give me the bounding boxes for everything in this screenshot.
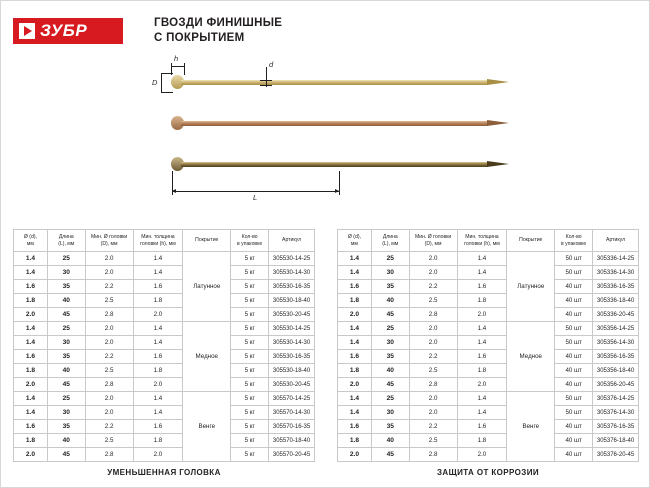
- column-header: Кол-во в упаковке: [555, 230, 593, 252]
- coating-cell: Венге: [507, 392, 555, 462]
- table-cell: 30: [47, 336, 85, 350]
- table-cell: 1.4: [14, 322, 48, 336]
- table-cell: 40: [47, 364, 85, 378]
- table-cell: 1.8: [457, 294, 507, 308]
- table-row: [14, 378, 315, 392]
- quantity-cell: 5 кг: [231, 280, 269, 294]
- table-row: [14, 322, 315, 336]
- table-cell: 1.6: [133, 350, 183, 364]
- column-header: Ø (d), мм: [338, 230, 372, 252]
- article-cell: 305570-14-25: [269, 392, 315, 406]
- article-cell: 305570-16-35: [269, 420, 315, 434]
- quantity-cell: 40 шт: [555, 350, 593, 364]
- table-cell: 1.8: [14, 434, 48, 448]
- table-cell: 25: [47, 252, 85, 266]
- column-header: Кол-во в упаковке: [231, 230, 269, 252]
- quantity-cell: 5 кг: [231, 392, 269, 406]
- table-cell: 1.8: [457, 364, 507, 378]
- table-cell: 1.8: [133, 364, 183, 378]
- quantity-cell: 40 шт: [555, 378, 593, 392]
- quantity-cell: 5 кг: [231, 364, 269, 378]
- table-cell: 25: [371, 252, 409, 266]
- table-cell: 2.0: [409, 336, 457, 350]
- table-cell: 1.6: [338, 420, 372, 434]
- article-cell: 305356-18-40: [593, 364, 639, 378]
- column-header: Покрытие: [183, 230, 231, 252]
- article-cell: 305336-14-30: [593, 266, 639, 280]
- quantity-cell: 5 кг: [231, 420, 269, 434]
- table-cell: 40: [371, 434, 409, 448]
- article-cell: 305530-20-45: [269, 308, 315, 322]
- article-cell: 305530-18-40: [269, 294, 315, 308]
- quantity-cell: 5 кг: [231, 406, 269, 420]
- article-cell: 305336-14-25: [593, 252, 639, 266]
- table-cell: 2.5: [85, 434, 133, 448]
- table-cell: 2.0: [85, 252, 133, 266]
- table-row: [338, 420, 639, 434]
- table-cell: 2.8: [409, 378, 457, 392]
- coating-cell: Венге: [183, 392, 231, 462]
- dim-L-arrow-left: [172, 189, 176, 193]
- table-cell: 30: [371, 266, 409, 280]
- table-cell: 2.0: [409, 392, 457, 406]
- table-cell: 1.4: [133, 406, 183, 420]
- table-cell: 30: [371, 406, 409, 420]
- nail-tip: [487, 79, 509, 85]
- dim-d-label: d: [269, 60, 274, 69]
- article-cell: 305376-20-45: [593, 448, 639, 462]
- table-row: [14, 392, 315, 406]
- table-cell: 45: [371, 448, 409, 462]
- article-cell: 305530-14-30: [269, 336, 315, 350]
- table-cell: 1.4: [133, 266, 183, 280]
- brand-logo: [13, 18, 123, 44]
- table-cell: 30: [47, 266, 85, 280]
- table-cell: 40: [371, 364, 409, 378]
- table-cell: 1.8: [133, 434, 183, 448]
- column-header: Мин. Ø головки (D), мм: [85, 230, 133, 252]
- table-cell: 1.6: [14, 420, 48, 434]
- quantity-cell: 5 кг: [231, 350, 269, 364]
- dim-h-label: h: [174, 54, 179, 63]
- article-cell: 305570-20-45: [269, 448, 315, 462]
- table-row: [338, 364, 639, 378]
- table-cell: 1.4: [133, 252, 183, 266]
- dim-d-tick-bottom: [260, 85, 272, 86]
- table-cell: 1.4: [14, 252, 48, 266]
- table-row: [14, 350, 315, 364]
- article-cell: 305530-20-45: [269, 378, 315, 392]
- table-cell: 35: [371, 280, 409, 294]
- table-row: [338, 406, 639, 420]
- table-cell: 2.8: [85, 448, 133, 462]
- nail-shank: [181, 121, 488, 126]
- table-cell: 2.0: [409, 406, 457, 420]
- dim-D-line: [161, 73, 162, 93]
- table-cell: 2.0: [409, 266, 457, 280]
- table-row: [338, 266, 639, 280]
- table-cell: 40: [47, 434, 85, 448]
- table-row: [338, 252, 639, 266]
- table-cell: 1.4: [14, 392, 48, 406]
- dim-h-tick-left: [171, 63, 172, 75]
- quantity-cell: 50 шт: [555, 252, 593, 266]
- table-row: [338, 448, 639, 462]
- quantity-cell: 50 шт: [555, 322, 593, 336]
- table-cell: 1.4: [457, 266, 507, 280]
- table-cell: 1.6: [457, 280, 507, 294]
- dim-L-tick-right: [339, 171, 340, 195]
- table-cell: 2.0: [14, 308, 48, 322]
- table-cell: 2.0: [85, 266, 133, 280]
- table-cell: 1.8: [14, 364, 48, 378]
- article-cell: 305570-18-40: [269, 434, 315, 448]
- dim-D-label: D: [152, 78, 158, 87]
- table-cell: 2.0: [338, 308, 372, 322]
- quantity-cell: 40 шт: [555, 434, 593, 448]
- page-title: [154, 16, 282, 46]
- column-header: Покрытие: [507, 230, 555, 252]
- table-cell: 35: [47, 280, 85, 294]
- table-cell: 2.0: [133, 378, 183, 392]
- table-cell: 1.4: [338, 252, 372, 266]
- table-cell: 45: [371, 308, 409, 322]
- table-row: [14, 252, 315, 266]
- article-cell: 305530-14-25: [269, 322, 315, 336]
- table-cell: 2.0: [133, 308, 183, 322]
- quantity-cell: 40 шт: [555, 280, 593, 294]
- column-header: Длина (L), мм: [371, 230, 409, 252]
- article-cell: 305356-14-30: [593, 336, 639, 350]
- quantity-cell: 50 шт: [555, 406, 593, 420]
- table-cell: 2.0: [338, 448, 372, 462]
- table-cell: 25: [371, 322, 409, 336]
- nail-shank: [181, 80, 488, 85]
- article-cell: 305356-16-35: [593, 350, 639, 364]
- article-cell: 305530-16-35: [269, 280, 315, 294]
- column-header: Длина (L), мм: [47, 230, 85, 252]
- table-cell: 2.8: [409, 448, 457, 462]
- page-header: [1, 1, 650, 59]
- footer-label-right: ЗАЩИТА ОТ КОРРОЗИИ: [436, 468, 539, 477]
- table-cell: 25: [47, 322, 85, 336]
- table-row: [14, 266, 315, 280]
- column-header: Мин. толщина головки (h), мм: [457, 230, 507, 252]
- quantity-cell: 5 кг: [231, 378, 269, 392]
- table-cell: 2.0: [85, 392, 133, 406]
- table-row: [14, 308, 315, 322]
- table-cell: 1.4: [457, 392, 507, 406]
- table-cell: 1.4: [457, 406, 507, 420]
- table-cell: 30: [47, 406, 85, 420]
- table-cell: 2.2: [85, 350, 133, 364]
- table-cell: 2.8: [85, 308, 133, 322]
- table-row: [338, 392, 639, 406]
- quantity-cell: 40 шт: [555, 364, 593, 378]
- table-cell: 1.8: [338, 364, 372, 378]
- dim-d-tick-top: [260, 80, 272, 81]
- coating-cell: Медное: [507, 322, 555, 392]
- table-cell: 2.0: [409, 252, 457, 266]
- quantity-cell: 5 кг: [231, 308, 269, 322]
- table-cell: 1.4: [14, 406, 48, 420]
- table-cell: 2.0: [338, 378, 372, 392]
- table-cell: 2.2: [409, 280, 457, 294]
- table-row: [14, 406, 315, 420]
- table-cell: 2.0: [85, 322, 133, 336]
- article-cell: 305376-14-30: [593, 406, 639, 420]
- page-title-line1: ГВОЗДИ ФИНИШНЫЕ: [154, 17, 283, 29]
- table-cell: 1.8: [457, 434, 507, 448]
- table-cell: 1.6: [133, 420, 183, 434]
- table-cell: 1.4: [14, 266, 48, 280]
- table-cell: 45: [47, 308, 85, 322]
- quantity-cell: 5 кг: [231, 294, 269, 308]
- coating-cell: Латунное: [183, 252, 231, 322]
- table-row: [338, 350, 639, 364]
- table-cell: 30: [371, 336, 409, 350]
- quantity-cell: 5 кг: [231, 322, 269, 336]
- table-cell: 1.6: [457, 350, 507, 364]
- article-cell: 305376-18-40: [593, 434, 639, 448]
- quantity-cell: 40 шт: [555, 448, 593, 462]
- table-cell: 25: [371, 392, 409, 406]
- table-cell: 2.0: [409, 322, 457, 336]
- table-cell: 1.4: [457, 252, 507, 266]
- table-cell: 2.8: [409, 308, 457, 322]
- table-cell: 1.4: [457, 322, 507, 336]
- table-cell: 2.2: [409, 420, 457, 434]
- table-cell: 2.0: [85, 336, 133, 350]
- table-cell: 1.8: [338, 294, 372, 308]
- arrow-right-icon: [19, 23, 35, 39]
- table-cell: 25: [47, 392, 85, 406]
- table-cell: 2.0: [14, 448, 48, 462]
- column-header: Мин. толщина головки (h), мм: [133, 230, 183, 252]
- article-cell: 305336-18-40: [593, 294, 639, 308]
- table-cell: 35: [371, 350, 409, 364]
- table-row: [14, 448, 315, 462]
- table-cell: 1.4: [338, 266, 372, 280]
- table-row: [338, 378, 639, 392]
- table-cell: 2.2: [409, 350, 457, 364]
- article-cell: 305570-14-30: [269, 406, 315, 420]
- table-cell: 1.8: [133, 294, 183, 308]
- quantity-cell: 50 шт: [555, 266, 593, 280]
- table-cell: 1.6: [457, 420, 507, 434]
- table-row: [14, 420, 315, 434]
- table-cell: 2.5: [85, 294, 133, 308]
- table-cell: 2.0: [457, 448, 507, 462]
- table-cell: 1.6: [14, 350, 48, 364]
- table-cell: 1.4: [14, 336, 48, 350]
- article-cell: 305336-20-45: [593, 308, 639, 322]
- coating-cell: Медное: [183, 322, 231, 392]
- table-cell: 1.4: [338, 406, 372, 420]
- spec-table-left: [13, 229, 315, 462]
- table-cell: 2.0: [457, 308, 507, 322]
- table-row: [338, 336, 639, 350]
- table-cell: 1.8: [14, 294, 48, 308]
- quantity-cell: 5 кг: [231, 336, 269, 350]
- table-row: [14, 280, 315, 294]
- table-cell: 2.0: [457, 378, 507, 392]
- table-row: [14, 364, 315, 378]
- table-cell: 2.8: [85, 378, 133, 392]
- quantity-cell: 5 кг: [231, 434, 269, 448]
- table-cell: 35: [47, 420, 85, 434]
- article-cell: 305356-14-25: [593, 322, 639, 336]
- dim-h-line: [171, 66, 184, 67]
- coating-cell: Латунное: [507, 252, 555, 322]
- nail-shank: [181, 162, 488, 167]
- dim-D-tick-bottom: [161, 92, 173, 93]
- column-header: Артикул: [593, 230, 639, 252]
- article-cell: 305376-16-35: [593, 420, 639, 434]
- nail-tip: [487, 161, 509, 167]
- table-cell: 45: [47, 448, 85, 462]
- table-cell: 1.4: [133, 322, 183, 336]
- table-cell: 45: [371, 378, 409, 392]
- quantity-cell: 50 шт: [555, 392, 593, 406]
- article-cell: 305356-20-45: [593, 378, 639, 392]
- article-cell: 305530-18-40: [269, 364, 315, 378]
- table-cell: 2.5: [85, 364, 133, 378]
- table-cell: 1.4: [133, 392, 183, 406]
- table-cell: 2.0: [85, 406, 133, 420]
- table-row: [338, 434, 639, 448]
- table-cell: 35: [371, 420, 409, 434]
- table-row: [338, 308, 639, 322]
- table-cell: 2.0: [14, 378, 48, 392]
- table-row: [338, 294, 639, 308]
- table-cell: 1.4: [338, 336, 372, 350]
- table-row: [14, 434, 315, 448]
- quantity-cell: 40 шт: [555, 294, 593, 308]
- table-cell: 35: [47, 350, 85, 364]
- table-cell: 2.5: [409, 294, 457, 308]
- table-cell: 45: [47, 378, 85, 392]
- quantity-cell: 40 шт: [555, 420, 593, 434]
- table-cell: 1.4: [338, 322, 372, 336]
- table-cell: 40: [47, 294, 85, 308]
- page-title-line2: С ПОКРЫТИЕМ: [154, 32, 245, 44]
- article-cell: 305530-16-35: [269, 350, 315, 364]
- table-row: [338, 322, 639, 336]
- article-cell: 305376-14-25: [593, 392, 639, 406]
- column-header: Артикул: [269, 230, 315, 252]
- table-cell: 2.0: [133, 448, 183, 462]
- table-cell: 1.4: [338, 392, 372, 406]
- table-cell: 1.4: [457, 336, 507, 350]
- table-cell: 1.6: [14, 280, 48, 294]
- table-row: [14, 294, 315, 308]
- brand-name: ЗУБР: [40, 21, 88, 40]
- spec-table-right: [337, 229, 639, 462]
- column-header: Мин. Ø головки (D), мм: [409, 230, 457, 252]
- table-cell: 1.8: [338, 434, 372, 448]
- table-cell: 2.5: [409, 364, 457, 378]
- footer-label-left: УМЕНЬШЕННАЯ ГОЛОВКА: [107, 468, 221, 477]
- table-row: [14, 336, 315, 350]
- table-cell: 40: [371, 294, 409, 308]
- quantity-cell: 50 шт: [555, 336, 593, 350]
- dim-L-label: L: [253, 193, 258, 202]
- table-cell: 2.5: [409, 434, 457, 448]
- quantity-cell: 40 шт: [555, 308, 593, 322]
- column-header: Ø (d), мм: [14, 230, 48, 252]
- article-cell: 305530-14-30: [269, 266, 315, 280]
- table-cell: 2.2: [85, 280, 133, 294]
- table-row: [338, 280, 639, 294]
- article-cell: 305530-14-25: [269, 252, 315, 266]
- quantity-cell: 5 кг: [231, 252, 269, 266]
- dim-L-arrow-right: [335, 189, 339, 193]
- table-cell: 1.6: [338, 280, 372, 294]
- article-cell: 305336-16-35: [593, 280, 639, 294]
- quantity-cell: 5 кг: [231, 266, 269, 280]
- dim-L-line: [172, 191, 339, 192]
- table-cell: 2.2: [85, 420, 133, 434]
- table-cell: 1.6: [133, 280, 183, 294]
- nail-tip: [487, 120, 509, 126]
- table-cell: 1.4: [133, 336, 183, 350]
- dim-h-tick-right: [184, 63, 185, 75]
- table-cell: 1.6: [338, 350, 372, 364]
- product-illustration: [1, 54, 650, 221]
- quantity-cell: 5 кг: [231, 448, 269, 462]
